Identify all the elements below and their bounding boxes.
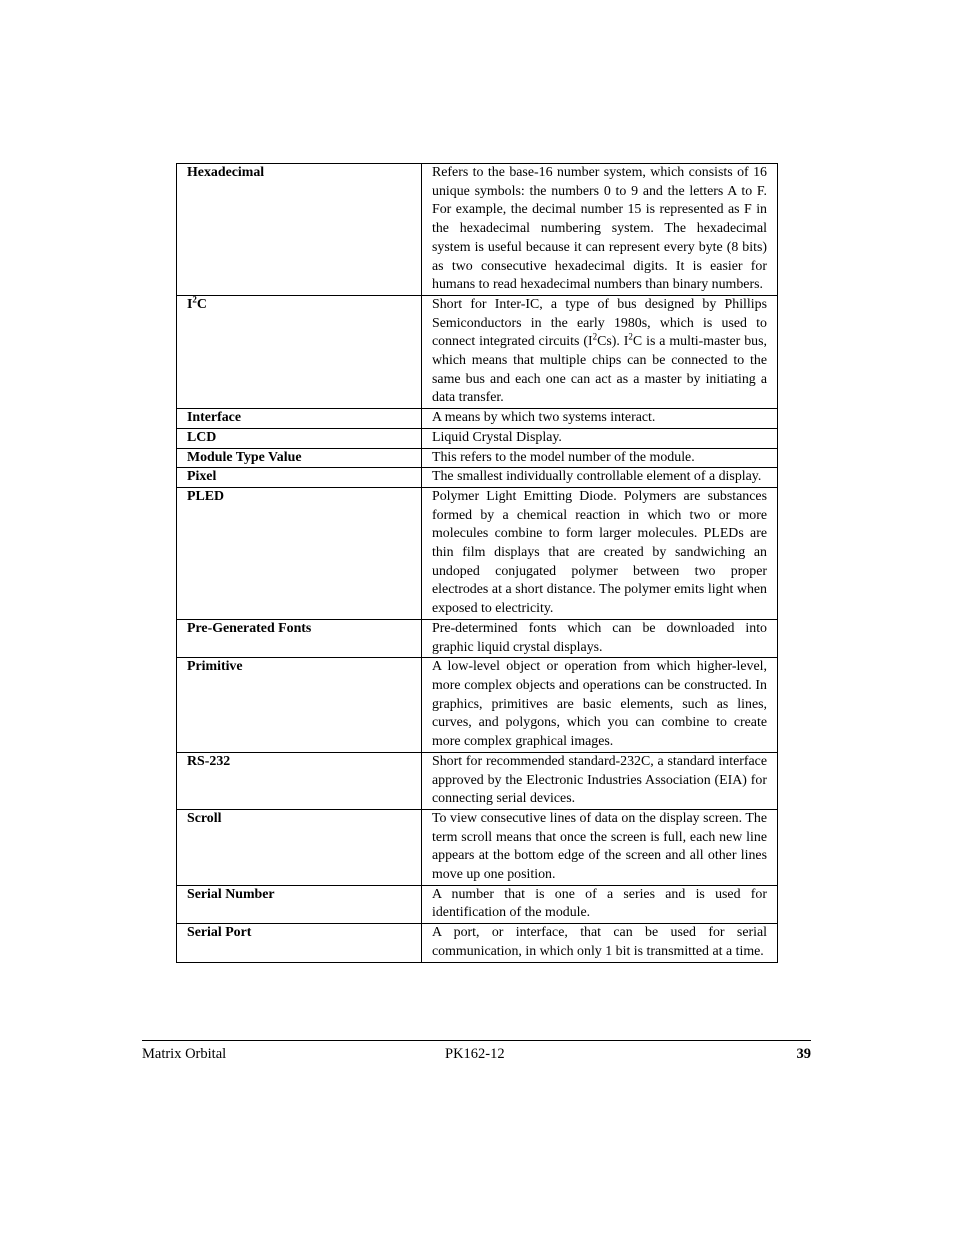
i2c-def-part1: Short for Inter-IC, a type of bus designed by Phillips Semiconductors in the early 1980s, which is used to connect integrated circuits (I [432, 296, 767, 350]
glossary-definition: Polymer Light Emitting Diode. Polymers are substances formed by a chemical reaction in which two or more molecules combine to form larger molecules. PLEDs are thin film displays that are created by sandwiching an undoped conjugated polymer between two proper electrodes at a short distance. The polymer emits light when exposed to electricity. [422, 487, 778, 619]
footer-company: Matrix Orbital [142, 1046, 227, 1062]
glossary-row-i2c [177, 295, 778, 408]
glossary-term [177, 295, 422, 408]
glossary-table [176, 163, 778, 963]
glossary-definition: Pre-determined fonts which can be downloaded into graphic liquid crystal displays. [422, 619, 778, 657]
i2c-term-tail: C [196, 296, 207, 312]
glossary-row-pixel [177, 468, 778, 488]
glossary-row-primitive [177, 658, 778, 753]
i2c-def-part3: C is a multi-master bus, which means that multiple chips can be connected to the same bus and each one can act as a master by initiating a data transfer. [432, 334, 767, 406]
glossary-definition: This refers to the model number of the module. [422, 448, 778, 468]
glossary-row-serial-port [177, 924, 778, 962]
page-number: 39 [796, 1046, 811, 1062]
glossary-row-interface [177, 409, 778, 429]
glossary-definition: Refers to the base-16 number system, which consists of 16 unique symbols: the numbers 0 to 9 and the letters A to F. For example, the decimal number 15 is represented as F in the hexadecimal numbering system. The hexadecimal system is useful because it can represent every byte (8 bits) as two consecutive hexadecimal digits. It is easier for humans to read hexadecimal numbers than binary numbers. [422, 164, 778, 296]
glossary-term: Scroll [177, 809, 422, 885]
glossary-row-lcd [177, 428, 778, 448]
footer-model: PK162-12 [445, 1046, 505, 1062]
glossary-row-pled [177, 487, 778, 619]
glossary-term: Hexadecimal [177, 164, 422, 296]
glossary-row-module-type-value [177, 448, 778, 468]
glossary-definition: To view consecutive lines of data on the display screen. The term scroll means that once the screen is full, each new line appears at the bottom edge of the screen and all other lines move up one position. [422, 809, 778, 885]
glossary-term: Interface [177, 409, 422, 429]
i2c-term-base: I [187, 296, 193, 312]
glossary-row-rs-232 [177, 752, 778, 809]
glossary-row-serial-number [177, 885, 778, 923]
glossary-term: RS-232 [177, 752, 422, 809]
glossary-row-pre-generated-fonts [177, 619, 778, 657]
i2c-term-superscript: 2 [192, 294, 197, 305]
glossary-term: Serial Port [177, 924, 422, 962]
glossary-definition [422, 295, 778, 408]
glossary-definition: A number that is one of a series and is used for identification of the module. [422, 885, 778, 923]
glossary-row-scroll [177, 809, 778, 885]
i2c-def-superscript-2: 2 [628, 331, 633, 342]
glossary-definition: A means by which two systems interact. [422, 409, 778, 429]
glossary-definition: A port, or interface, that can be used for serial communication, in which only 1 bit is transmitted at a time. [422, 924, 778, 962]
glossary-definition: Liquid Crystal Display. [422, 428, 778, 448]
glossary-term: PLED [177, 487, 422, 619]
i2c-def-part2: Cs). I [597, 334, 629, 350]
glossary-term: Serial Number [177, 885, 422, 923]
glossary-term: Pre-Generated Fonts [177, 619, 422, 657]
glossary-term: Module Type Value [177, 448, 422, 468]
glossary-definition: A low-level object or operation from which higher-level, more complex objects and operations can be constructed. In graphics, primitives are basic elements, such as lines, curves, and polygons, which you can combine to create more complex graphical images. [422, 658, 778, 753]
glossary-term: LCD [177, 428, 422, 448]
glossary-definition: Short for recommended standard-232C, a standard interface approved by the Electronic Industries Association (EIA) for connecting serial devices. [422, 752, 778, 809]
glossary-definition: The smallest individually controllable element of a display. [422, 468, 778, 488]
glossary-row-hexadecimal [177, 164, 778, 296]
i2c-def-superscript-1: 2 [592, 331, 598, 342]
footer-divider [142, 1040, 811, 1041]
glossary-term: Pixel [177, 468, 422, 488]
glossary-term: Primitive [177, 658, 422, 753]
